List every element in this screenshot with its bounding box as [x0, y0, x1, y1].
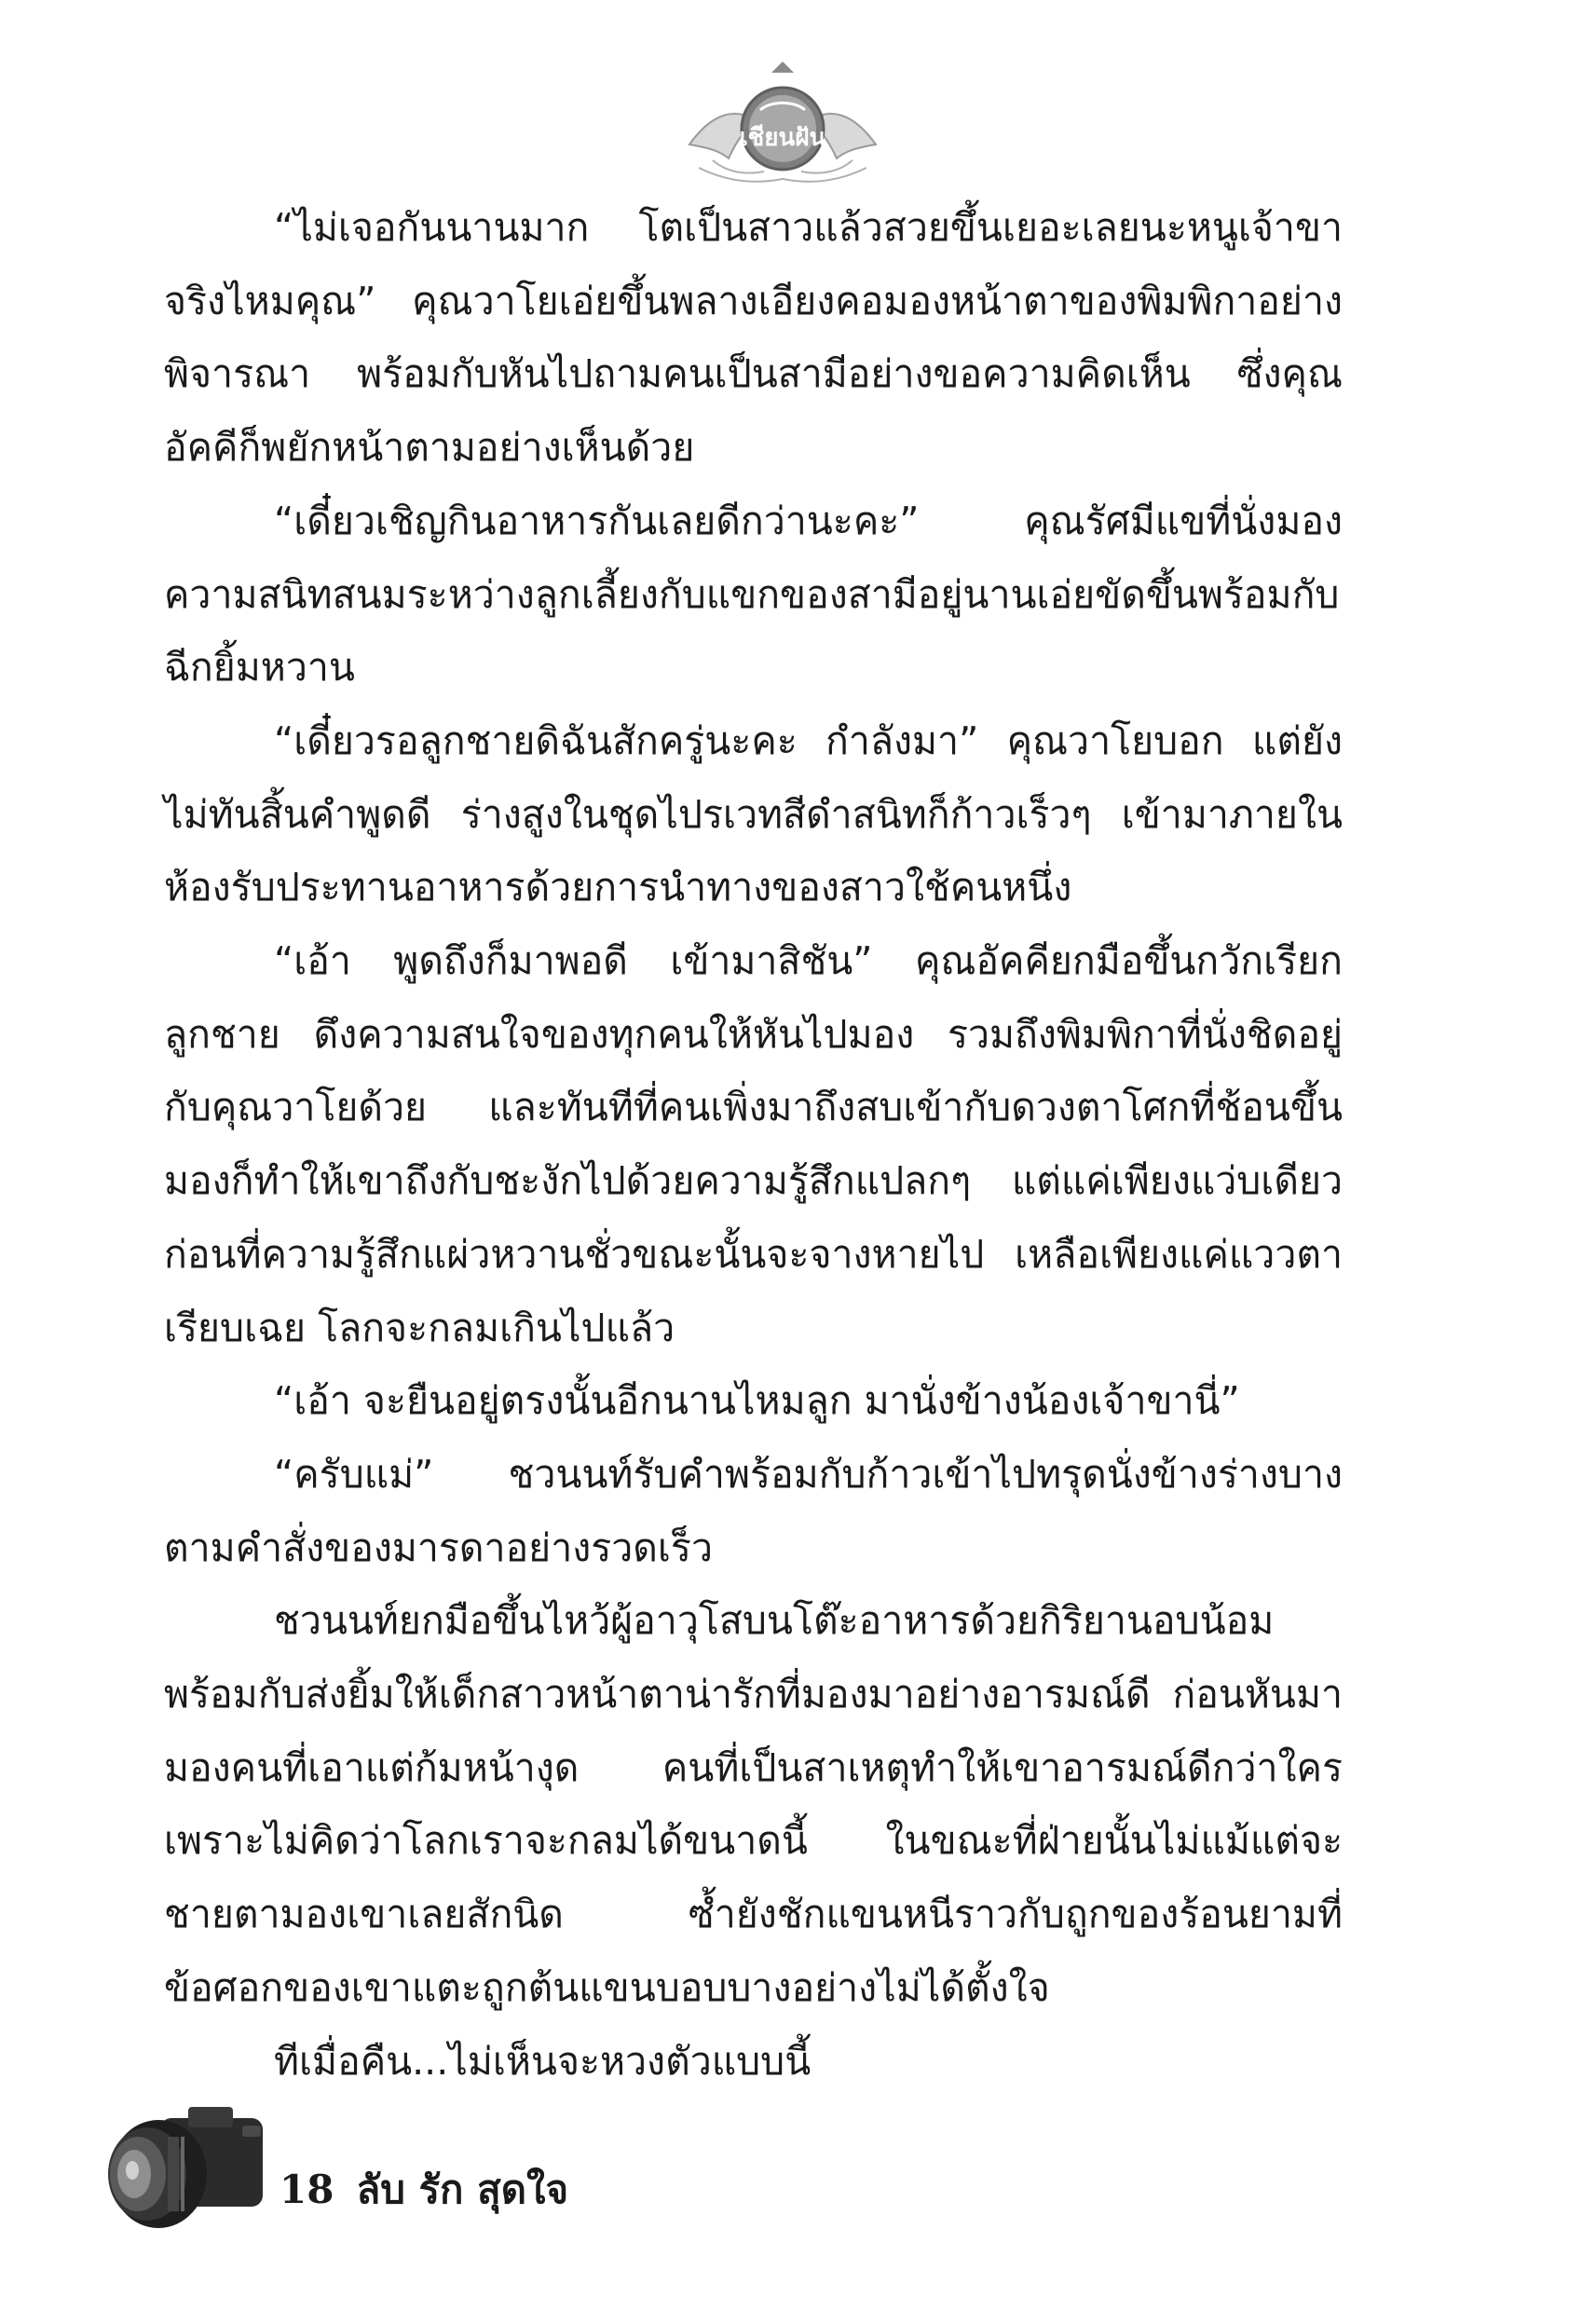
book-title: ลับ รัก สุดใจ [356, 2167, 569, 2212]
folio [280, 2159, 568, 2221]
paragraph: “เดี๋ยวรอลูกชายดิฉันสักครู่นะคะ กำลังมา” คุณวาโยบอก แต่ยังไม่ทันสิ้นคำพูดดี ร่างสูงในชุดไปรเวทสีดำสนิทก็ก้าวเร็วๆ เข้ามาภายในห้องรับประทานอาหารด้วยการนำทางของสาวใช้คนหนึ่ง [164, 718, 1343, 910]
paragraph: “ไม่เจอกันนานมาก โตเป็นสาวแล้วสวยขึ้นเยอะเลยนะหนูเจ้าขา จริงไหมคุณ” คุณวาโยเอ่ยขึ้นพลางเอียงคอมองหน้าตาของพิมพิกาอย่างพิจารณา พร้อมกับหันไปถามคนเป็นสามีอย่างขอความคิดเห็น ซึ่งคุณอัคคีก็พยักหน้าตามอย่างเห็นด้วย [164, 205, 1343, 471]
paragraph: ทีเมื่อคืน...ไม่เห็นจะหวงตัวแบบนี้ [274, 2038, 812, 2084]
paragraph: “เอ้า จะยืนอยู่ตรงนั้นอีกนานไหมลูก มานั่งข้างน้องเจ้าขานี่” [274, 1378, 1240, 1424]
paragraph: “เอ้า พูดถึงก็มาพอดี เข้ามาสิชัน” คุณอัคคียกมือขึ้นกวักเรียกลูกชาย ดึงความสนใจของทุกคนให้หันไปมอง รวมถึงพิมพิกาที่นั่งชิดอยู่กับคุณวาโยด้วย และทันทีที่คนเพิ่งมาถึงสบเข้ากับดวงตาโศกที่ช้อนขึ้นมองก็ทำให้เขาถึงกับชะงักไปด้วยความรู้สึกแปลกๆ แต่แค่เพียงแว่บเดียว ก่อนที่ความรู้สึกแผ่วหวานชั่วขณะนั้นจะจางหายไป เหลือเพียงแค่แววตาเรียบเฉย โลกจะกลมเกินไปแล้ว [164, 938, 1343, 1350]
body-text [164, 191, 1343, 2098]
logo-lettering: เชียนฝัน [739, 124, 826, 152]
camera-icon [102, 2101, 280, 2236]
page-footer [102, 2101, 755, 2241]
paragraph: ชวนนท์ยกมือขึ้นไหว้ผู้อาวุโสบนโต๊ะอาหารด้วยกิริยานอบน้อม พร้อมกับส่งยิ้มให้เด็กสาวหน้าตาน่ารักที่มองมาอย่างอารมณ์ดี ก่อนหันมามองคนที่เอาแต่ก้มหน้างุด คนที่เป็นสาเหตุทำให้เขาอารมณ์ดีกว่าใคร เพราะไม่คิดว่าโลกเราจะกลมได้ขนาดนี้ ในขณะที่ฝ่ายนั้นไม่แม้แต่จะชายตามองเขาเลยสักนิด ซ้ำยังชักแขนหนีราวกับถูกของร้อนยามที่ข้อศอกของเขาแตะถูกต้นแขนบอบบางอย่างไม่ได้ตั้งใจ [164, 1598, 1343, 2010]
publisher-logo-ornament [671, 56, 894, 196]
paragraph: “เดี๋ยวเชิญกินอาหารกันเลยดีกว่านะคะ” คุณรัศมีแขที่นั่งมองความสนิทสนมระหว่างลูกเลี้ยงกับแขกของสามีอยู่นานเอ่ยขัดขึ้นพร้อมกับฉีกยิ้มหวาน [164, 498, 1343, 691]
paragraph: “ครับแม่” ชวนนท์รับคำพร้อมกับก้าวเข้าไปทรุดนั่งข้างร่างบางตามคำสั่งของมารดาอย่างรวดเร็ว [164, 1451, 1343, 1570]
page-number: 18 [280, 2167, 334, 2212]
